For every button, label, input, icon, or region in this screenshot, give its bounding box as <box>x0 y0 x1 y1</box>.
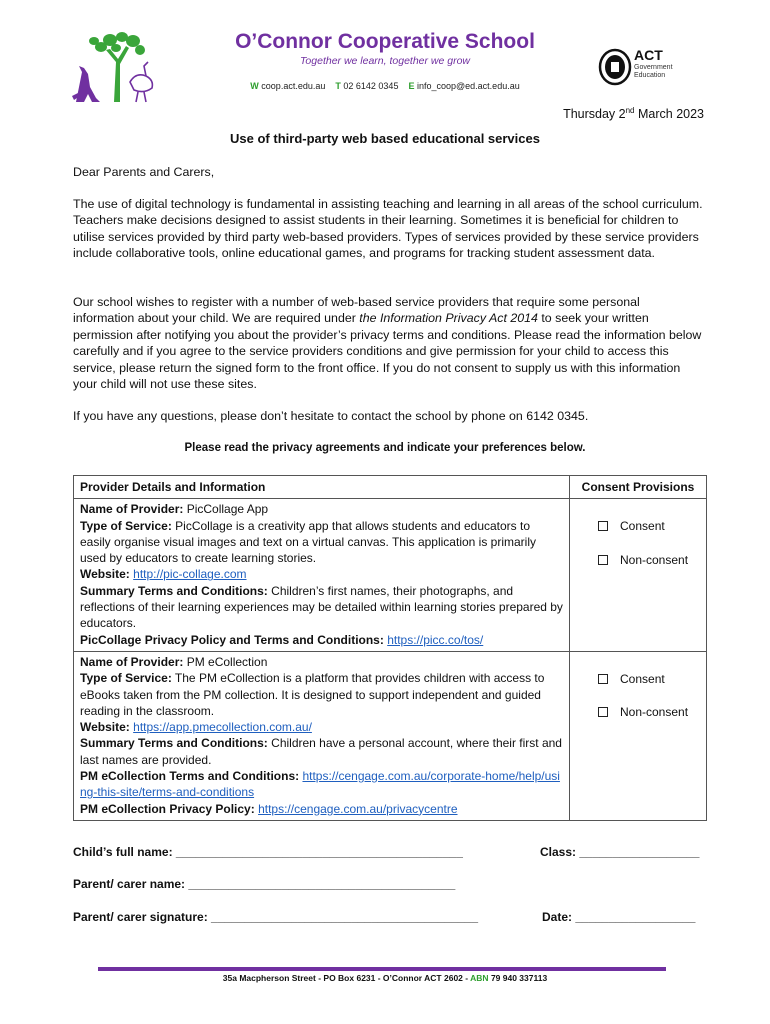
piccollage-website-link[interactable]: http://pic-collage.com <box>133 567 247 582</box>
table-row <box>74 499 707 652</box>
paragraph-2: Our school wishes to register with a number of web-based service providers that require some personal information about your child. We are required under the Information Privacy Act 2014 to seek your written permission after notifying you about the provider’s privacy terms and conditions. Please read the information below carefully and if you agree to the service providers conditions and give permission for your child to access this service, please return the signed form to the front office. If you do not consent to supply us with this information your child will not use these sites. <box>73 295 702 392</box>
school-name: O’Connor Cooperative School <box>235 30 535 53</box>
phone-text: 02 6142 0345 <box>343 81 399 91</box>
instruction-heading: Please read the privacy agreements and indicate your preferences below. <box>184 442 586 454</box>
pm-privacy-link[interactable]: https://cengage.com.au/privacycentre <box>258 801 458 816</box>
consent-checkbox-piccollage[interactable]: Consent <box>598 518 700 534</box>
contact-line: W coop.act.edu.au T 02 6142 0345 E info_coop@ed.act.edu.au <box>250 81 520 91</box>
consent-cell-pm-ecollection <box>570 651 707 820</box>
signature-field[interactable]: Parent/ carer signature: ________________________________________ <box>73 910 479 924</box>
school-motto: Together we learn, together we grow <box>299 55 471 67</box>
paragraph-3: If you have any questions, please don’t hesitate to contact the school by phone on 6142 0345. <box>73 409 589 423</box>
salutation: Dear Parents and Carers, <box>73 165 215 179</box>
footer-address: 35a Macpherson Street - PO Box 6231 - O’Connor ACT 2602 - ABN 79 940 337113 <box>222 973 548 983</box>
provider-details-pm-ecollection: Name of Provider: PM eCollection Type of Service: The PM eCollection is a platform that provides children with access to eBooks taken from the PM collection. It is designed to support independent and guided reading in the classroom. Website: https://app.pmecollection.com.au/ Summary Terms and Conditions: Children have a personal account, where their first and last names are provided. PM eCollection Terms and Conditions: https://cengage.com.au/corporate-home/help/using-this-site/terms-and-conditions PM eCollection Privacy Policy: https://cengage.com.au/privacycentre <box>74 651 570 820</box>
nonconsent-checkbox-piccollage[interactable]: Non-consent <box>598 552 700 568</box>
footer-divider <box>98 967 666 971</box>
provider-table <box>73 475 707 821</box>
letter-date: Thursday 2nd March 2023 <box>563 106 704 122</box>
website-text: coop.act.edu.au <box>261 81 326 91</box>
act-logo-subtext: Government Education <box>634 64 673 79</box>
provider-details-piccollage: Name of Provider: PicCollage App Type of Service: PicCollage is a creativity app that allows students and educators to easily organise visual images and text on a virtual canvas. This application is primarily used by educators to create learning stories. Website: http://pic-collage.com Summary Terms and Conditions: Children’s first names, their photographs, and reflections of their learning experiences may be detailed within learning stories prepared by educators. PicCollage Privacy Policy and Terms and Conditions: https://picc.co/tos/ <box>74 499 570 652</box>
class-field[interactable]: Class: __________________ <box>540 845 700 859</box>
nonconsent-checkbox-pm[interactable]: Non-consent <box>598 704 700 720</box>
piccollage-policy-link[interactable]: https://picc.co/tos/ <box>387 632 484 647</box>
consent-cell-piccollage <box>570 499 707 652</box>
table-row <box>74 651 707 820</box>
pm-website-link[interactable]: https://app.pmecollection.com.au/ <box>133 720 312 735</box>
col-consent-header: Consent Provisions <box>570 476 707 499</box>
letter-title: Use of third-party web based educational services <box>230 131 540 146</box>
parent-name-field[interactable]: Parent/ carer name: ________________________________________ <box>73 877 456 891</box>
checkbox-icon <box>598 521 608 531</box>
paragraph-1: The use of digital technology is fundamental in assisting teaching and learning in all areas of the school curriculum. Teachers make decisions designed to assist students in their learning. Sometimes it is beneficial for children to utilise services provided by third party web-based providers. Types of services provided by these service providers include collaborative tools, online educational games, and programs for tracking student assessment data. <box>73 197 703 261</box>
child-name-field[interactable]: Child’s full name: ___________________________________________ <box>73 845 463 859</box>
col-provider-header: Provider Details and Information <box>74 476 570 499</box>
checkbox-icon <box>598 674 608 684</box>
date-field[interactable]: Date: __________________ <box>542 910 696 924</box>
pm-terms-link[interactable]: https://cengage.com.au/corporate-home/help/using-this-site/terms-and-conditions <box>80 769 560 800</box>
checkbox-icon <box>598 707 608 717</box>
email-text: info_coop@ed.act.edu.au <box>417 81 520 91</box>
consent-checkbox-pm[interactable]: Consent <box>598 671 700 687</box>
act-logo-text: ACT <box>634 47 663 63</box>
checkbox-icon <box>598 555 608 565</box>
